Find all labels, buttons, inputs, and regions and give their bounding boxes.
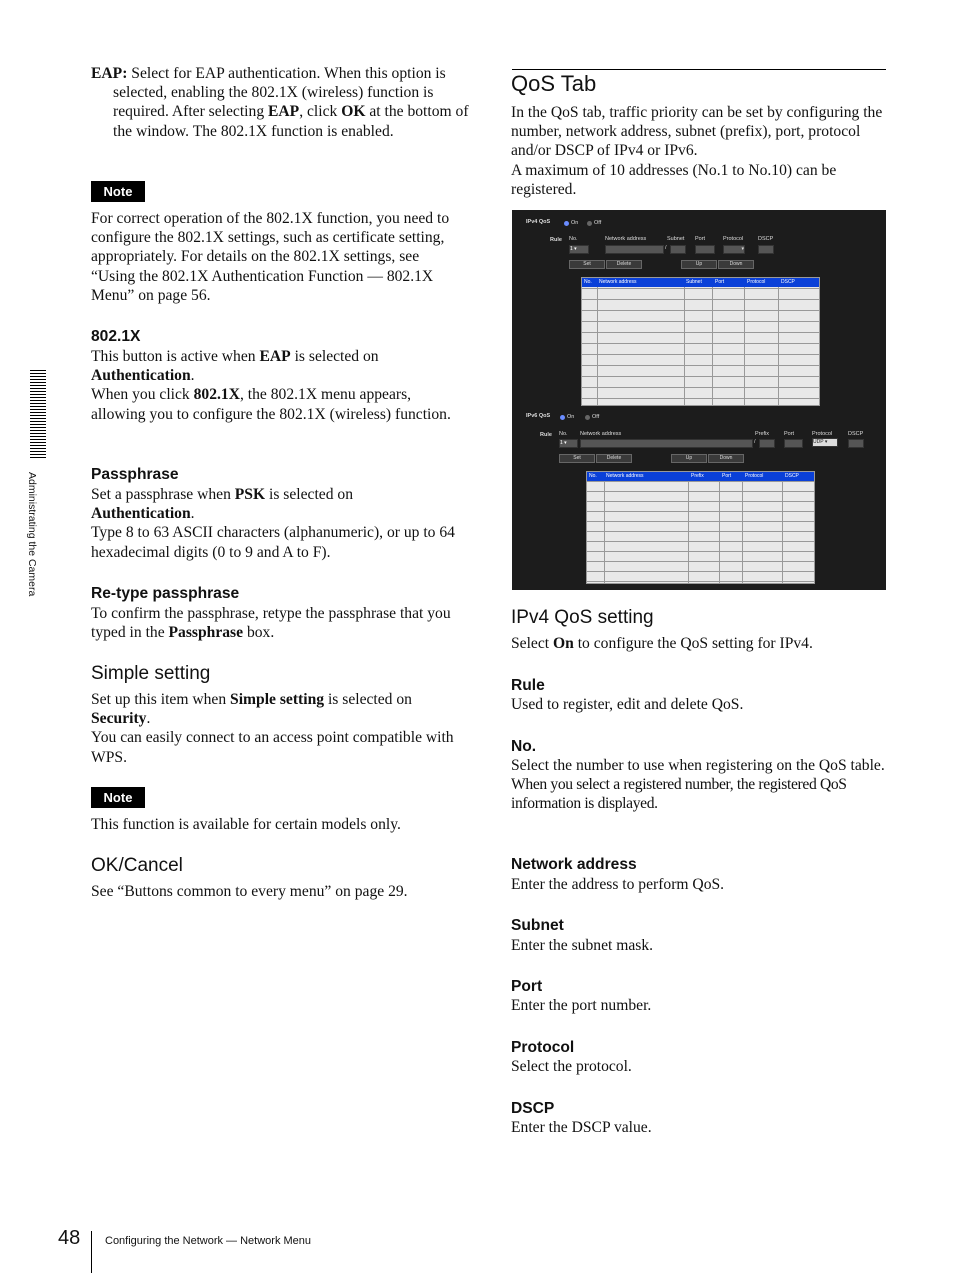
retype-text-1: To confirm the passphrase, retype the passphrase that you typed in the <box>91 605 451 642</box>
body-port: Enter the port number. <box>511 997 652 1014</box>
note-label-1: Note <box>91 181 145 202</box>
ipv6-field-dscp: DSCP <box>848 431 864 437</box>
heading-no: No. <box>511 738 537 755</box>
heading-ok-cancel: OK/Cancel <box>91 855 183 876</box>
ipv4-field-subnet: Subnet <box>667 236 685 242</box>
body-rule: Used to register, edit and delete QoS. <box>511 696 744 713</box>
pass-text-3: . <box>190 505 195 523</box>
ipv4-th-dscp: DSCP <box>781 279 795 285</box>
simple-text-4: You can easily connect to an access point compatible with WPS. <box>91 729 454 766</box>
intro-text-2: A maximum of 10 addresses (No.1 to No.10) can be registered. <box>511 161 837 198</box>
ipv4-slash: / <box>665 245 667 251</box>
note-text-2: This function is available for certain models only. <box>91 816 401 833</box>
ipv4-rule-label: Rule <box>550 237 562 243</box>
dot1x-bold-2: Authentication <box>91 367 191 385</box>
ipv4-text-2: to configure the QoS setting for IPv4. <box>573 635 813 652</box>
body-ok-cancel: See “Buttons common to every menu” on page 29. <box>91 883 408 900</box>
dot1x-text-3: . <box>190 367 195 385</box>
body-8021x <box>91 347 465 424</box>
ipv6-field-prefix: Prefix <box>755 431 770 437</box>
ipv4-on-radio[interactable] <box>564 221 569 226</box>
ipv6-field-port: Port <box>784 431 795 437</box>
dot1x-bold-1: EAP <box>259 348 291 365</box>
body-simple-setting <box>91 690 465 767</box>
ipv6-field-protocol: Protocol <box>812 431 833 437</box>
ipv6-off-radio[interactable] <box>585 415 590 420</box>
ipv4-field-port: Port <box>695 236 706 242</box>
heading-protocol: Protocol <box>511 1039 575 1056</box>
ipv6-th-dscp: DSCP <box>785 473 799 479</box>
heading-port: Port <box>511 978 543 995</box>
ipv6-protocol-value: UDP <box>813 439 824 445</box>
retype-text-2: box. <box>243 624 275 642</box>
no-text-2: When you select a registered number, the registered QoS information is displayed. <box>511 776 847 813</box>
ipv6-on-radio[interactable] <box>560 415 565 420</box>
ipv4-qos-table <box>581 277 820 406</box>
ipv4-field-dscp: DSCP <box>758 236 774 242</box>
intro-text-1: In the QoS tab, traffic priority can be set by configuring the number, network address, subnet (prefix), port, protocol and/or DSCP of IPv4 or IPv6. <box>511 104 883 160</box>
ipv6-up-button[interactable]: Up <box>671 454 707 463</box>
dot1x-text-4: When you click <box>91 386 194 404</box>
heading-network-address: Network address <box>511 856 637 873</box>
ipv6-down-button[interactable]: Down <box>708 454 744 463</box>
body-subnet: Enter the subnet mask. <box>511 937 654 954</box>
ipv4-network-input[interactable] <box>605 245 664 254</box>
ipv4-no-value: 1 <box>570 246 573 252</box>
eap-bold-1: EAP <box>268 103 300 121</box>
heading-dscp: DSCP <box>511 1100 555 1117</box>
ipv4-bold-1: On <box>553 635 574 652</box>
heading-passphrase: Passphrase <box>91 466 179 483</box>
heading-subnet: Subnet <box>511 917 564 934</box>
pass-text-2: is selected on <box>265 486 354 503</box>
ipv6-th-prefix: Prefix <box>691 473 704 479</box>
note-label-2: Note <box>91 787 145 808</box>
ipv4-qos-label: IPv4 QoS <box>526 219 551 225</box>
eap-paragraph <box>91 64 487 141</box>
page-number: 48 <box>58 1227 81 1249</box>
ipv6-field-no: No. <box>559 431 568 437</box>
ipv4-th-protocol: Protocol <box>747 279 766 285</box>
ipv6-network-input[interactable] <box>580 439 753 448</box>
simple-text-2: is selected on <box>324 691 412 708</box>
ipv4-off-radio[interactable] <box>587 221 592 226</box>
pass-bold-1: PSK <box>234 486 266 503</box>
heading-8021x: 802.1X <box>91 328 141 345</box>
ipv6-on-label: On <box>567 414 575 420</box>
dot1x-bold-3: 802.1X <box>193 386 240 404</box>
ipv4-no-select[interactable]: 1 ▾ <box>569 245 589 254</box>
ipv6-th-network: Network address <box>606 473 644 479</box>
ipv6-slash: / <box>754 439 756 445</box>
simple-bold-2: Security <box>91 710 147 728</box>
ipv4-off-label: Off <box>594 220 602 226</box>
ipv4-down-button[interactable]: Down <box>718 260 754 269</box>
ipv4-delete-button[interactable]: Delete <box>606 260 642 269</box>
body-ipv4-qos-setting <box>511 634 887 653</box>
ipv6-th-protocol: Protocol <box>745 473 764 479</box>
pass-text-4: Type 8 to 63 ASCII characters (alphanumeric), or up to 64 hexadecimal digits (0 to 9 and A to F). <box>91 524 455 561</box>
ipv4-port-input[interactable] <box>695 245 715 254</box>
body-dscp: Enter the DSCP value. <box>511 1119 652 1136</box>
ipv4-text-1: Select <box>511 635 553 652</box>
qos-tab-screenshot <box>512 210 886 590</box>
ipv4-protocol-select[interactable]: ▾ <box>723 245 745 254</box>
heading-ipv4-qos-setting: IPv4 QoS setting <box>511 607 654 628</box>
heading-retype-passphrase: Re-type passphrase <box>91 585 240 602</box>
body-no <box>511 756 887 814</box>
ipv4-field-network: Network address <box>605 236 647 242</box>
ipv6-delete-button[interactable]: Delete <box>596 454 632 463</box>
eap-term: EAP: <box>91 65 128 82</box>
ipv6-no-select[interactable]: 1 ▾ <box>559 439 578 448</box>
page-title: QoS Tab <box>511 71 597 96</box>
ipv4-th-network: Network address <box>599 279 637 285</box>
section-tab-marker <box>30 370 46 460</box>
ipv4-subnet-input[interactable] <box>670 245 686 254</box>
no-text-1: Select the number to use when registering on the QoS table. <box>511 757 885 774</box>
ipv4-th-subnet: Subnet <box>686 279 702 285</box>
ipv6-off-label: Off <box>592 414 600 420</box>
ipv4-up-button[interactable]: Up <box>681 260 717 269</box>
ipv6-field-network: Network address <box>580 431 622 437</box>
ipv6-port-input[interactable] <box>784 439 803 448</box>
heading-rule: Rule <box>511 677 545 694</box>
ipv6-prefix-input[interactable] <box>759 439 775 448</box>
body-protocol: Select the protocol. <box>511 1058 632 1075</box>
eap-text-3: at the bottom of the window. The 802.1X function is enabled. <box>113 103 469 140</box>
body-passphrase <box>91 485 465 562</box>
ipv6-no-value: 1 <box>560 440 563 446</box>
section-tab-label: Administrating the Camera <box>26 472 38 597</box>
retype-bold-1: Passphrase <box>168 624 244 642</box>
ipv6-dscp-input[interactable] <box>848 439 864 448</box>
ipv4-set-button[interactable]: Set <box>569 260 605 269</box>
heading-simple-setting: Simple setting <box>91 663 211 684</box>
intro-paragraph <box>511 103 887 199</box>
note-text-1: For correct operation of the 802.1X function, you need to configure the 802.1X settings, such as certificate setting, appropriately. For details on the 802.1X settings, see “Using the 802.1X Authentication Function — 802.1X Menu” on page 56. <box>91 210 450 304</box>
ipv4-table-header <box>582 278 819 287</box>
footer-divider <box>91 1231 92 1273</box>
ipv6-table-header <box>587 472 814 481</box>
ipv6-qos-table <box>586 471 815 584</box>
dot1x-text-5: , the 802.1X menu appears, allowing you to configure the 802.1X (wireless) function. <box>91 386 451 423</box>
footer-section-title: Configuring the Network — Network Menu <box>105 1235 312 1247</box>
title-rule <box>512 69 886 70</box>
ipv6-set-button[interactable]: Set <box>559 454 595 463</box>
simple-text-3: . <box>146 710 151 728</box>
ipv4-on-label: On <box>571 220 579 226</box>
simple-text-1: Set up this item when <box>91 691 231 708</box>
ipv4-th-port: Port <box>715 279 725 285</box>
ipv6-protocol-select[interactable]: UDP ▾ <box>812 438 838 447</box>
ipv6-th-port: Port <box>722 473 732 479</box>
body-network-address: Enter the address to perform QoS. <box>511 876 725 893</box>
pass-text-1: Set a passphrase when <box>91 486 235 503</box>
ipv6-rule-label: Rule <box>540 432 552 438</box>
ipv4-field-protocol: Protocol <box>723 236 744 242</box>
body-retype-passphrase <box>91 604 465 642</box>
ipv6-qos-label: IPv6 QoS <box>526 413 551 419</box>
dot1x-text-1: This button is active when <box>91 348 260 365</box>
ipv4-dscp-input[interactable] <box>758 245 774 254</box>
eap-text-1: Select for EAP authentication. When this option is selected, enabling the 802.1X (wireless) function is required. After selecting <box>113 65 446 121</box>
dot1x-text-2: is selected on <box>290 348 379 365</box>
ipv6-th-no: No. <box>589 473 597 479</box>
eap-bold-2: OK <box>341 103 366 121</box>
eap-text-2: , click <box>299 103 342 121</box>
ipv4-field-no: No. <box>569 236 578 242</box>
ipv4-th-no: No. <box>584 279 592 285</box>
pass-bold-2: Authentication <box>91 505 191 523</box>
simple-bold-1: Simple setting <box>230 691 325 708</box>
